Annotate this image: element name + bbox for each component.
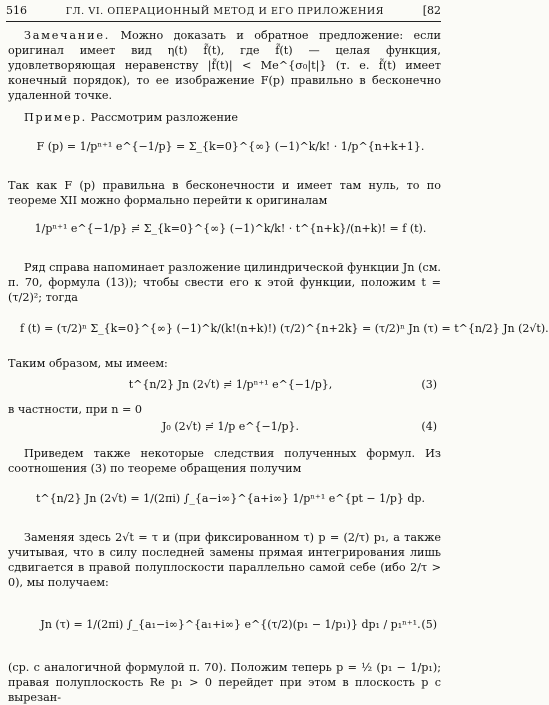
equation-number-5: (5): [421, 618, 437, 631]
equation-originals: 1/pⁿ⁺¹ e^{−1/p} ≓ Σ_{k=0}^{∞} (−1)^k/k! · t^{n+k}/(n+k)! = f (t).: [34, 222, 427, 235]
example-paragraph: [8, 110, 441, 125]
equation-f-of-t: f (t) = (τ/2)ⁿ Σ_{k=0}^{∞} (−1)^k/(k!(n+k)!) (τ/2)^{n+2k} = (τ/2)ⁿ Jn (τ) = t^{n/2} Jn (2√t).: [20, 322, 549, 335]
chapter-title: ГЛ. VI. ОПЕРАЦИОННЫЙ МЕТОД И ЕГО ПРИЛОЖЕНИЯ: [65, 6, 384, 17]
equation-inversion: t^{n/2} Jn (2√t) = 1/(2πi) ∫_{a−i∞}^{a+i∞} 1/pⁿ⁺¹ e^{pt − 1/p} dp.: [36, 492, 425, 505]
equation-number-4: (4): [421, 420, 437, 433]
page-number: 516: [6, 4, 27, 17]
paragraph-thus: Таким образом, мы имеем:: [8, 357, 168, 370]
running-header: [6, 4, 441, 20]
example-lead: Пример.: [24, 111, 88, 124]
paragraph-cf: (ср. с аналогичной формулой п. 70). Положим теперь p = ½ (p₁ − 1/p₁); правая полуплоскость Re p₁ > 0 перейдет при этом в плоскость p с вырезан-: [8, 661, 441, 704]
equation-4: J₀ (2√t) ≓ 1/p e^{−1/p}.: [162, 420, 299, 433]
equation-expansion: F (p) = 1/pⁿ⁺¹ e^{−1/p} = Σ_{k=0}^{∞} (−1)^k/k! · 1/p^{n+k+1}.: [36, 140, 425, 153]
paragraph-bessel: Ряд справа напоминает разложение цилиндрической функции Jn (см. п. 70, формула (13)); чтобы свести его к этой функции, положим t = (τ/2)²; тогда: [8, 261, 441, 304]
section-number: [82: [422, 4, 441, 17]
paragraph-particular: в частности, при n = 0: [8, 403, 143, 416]
paragraph-corollaries: Приведем также некоторые следствия полученных формул. Из соотношения (3) по теореме обращения получим: [8, 447, 441, 475]
paragraph-substitution: Заменяя здесь 2√t = τ и (при фиксированном τ) p = (2/τ) p₁, а также учитывая, что в силу последней замены прямая интегрирования лишь сдвигается в правой полуплоскости параллельно самой себе (ибо 2/τ > 0), мы получаем:: [8, 531, 441, 589]
header-rule: [6, 21, 441, 22]
remark-lead: Замечание.: [24, 29, 111, 42]
equation-3: t^{n/2} Jn (2√t) ≓ 1/pⁿ⁺¹ e^{−1/p},: [128, 378, 333, 391]
example-text: Рассмотрим разложение: [90, 111, 239, 124]
remark-paragraph: [8, 28, 441, 103]
paragraph-theorem: Так как F (p) правильна в бесконечности и имеет там нуль, то по теореме XII можно формально перейти к оригиналам: [8, 179, 441, 207]
remark-text: Можно доказать и обратное предложение: если оригинал имеет вид η(t) f̃(t), где f̃(t) — целая функция, удовлетворяющая неравенству |f̃(t)| < Me^{σ₀|t|} (т. е. f̃(t) имеет конечный порядок), то ее изображение F(p) правильно в бесконечно удаленной точке.: [8, 29, 441, 102]
equation-number-3: (3): [421, 378, 437, 391]
equation-5: Jn (τ) = 1/(2πi) ∫_{a₁−i∞}^{a₁+i∞} e^{(τ/2)(p₁ − 1/p₁)} dp₁ / p₁ⁿ⁺¹.: [40, 618, 421, 631]
